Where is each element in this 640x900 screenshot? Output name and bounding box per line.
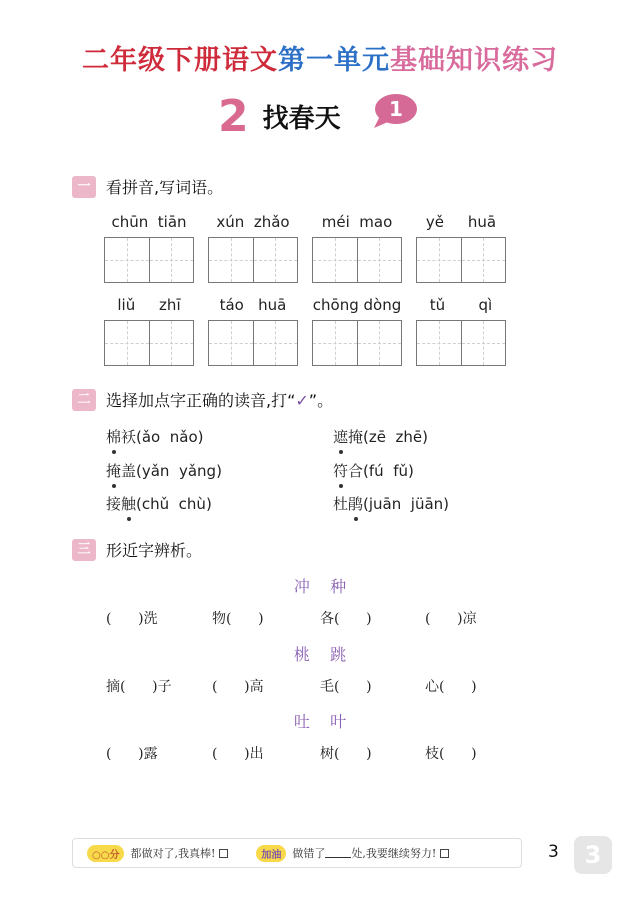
pinyin-text: liǔ zhī [117,296,181,314]
section-3-tag: 三 [72,539,96,561]
pinyin-text: táo huā [219,296,287,314]
all-correct-text: 都做对了,我真棒! [130,847,216,860]
writing-boxes[interactable] [104,237,194,283]
cheer-badge: 加油 [256,845,286,862]
page-number-box: 3 [574,836,612,874]
reading-option[interactable]: 接触(chǔ chù) [106,495,212,513]
section-1-tag: 一 [72,176,96,198]
writing-boxes[interactable] [208,320,298,366]
fill-blank[interactable]: ( )凉 [425,611,477,627]
checkmark-icon: ✓ [295,391,309,410]
section-2-instruction: 选择加点字正确的读音,打“✓”。 [106,391,334,410]
pinyin-text: tǔ qì [429,296,493,314]
reading-option[interactable]: 遮掩(zē zhē) [333,428,428,446]
mistakes-text-a: 做错了 [292,847,326,860]
reading-option[interactable]: 掩盖(yǎn yǎng) [106,462,222,480]
mistakes-text-b: 处,我要继续努力! [351,847,437,860]
fill-blank[interactable]: ( )出 [212,746,264,762]
mistakes-checkbox[interactable] [440,849,449,858]
reading-option[interactable]: 杜鹃(juān jüān) [333,495,450,513]
pinyin-text: yě huā [425,213,497,231]
char-pair-1: 冲 种 [293,577,347,596]
pinyin-text: chōng dòng [312,296,402,314]
writing-boxes[interactable] [208,237,298,283]
reading-option[interactable]: 棉袄(ǎo nǎo) [106,428,204,446]
fill-blank[interactable]: ( )洗 [106,611,158,627]
pinyin-word-1 [104,213,194,283]
fill-blank[interactable]: 心( ) [425,679,477,695]
writing-boxes[interactable] [312,320,402,366]
pinyin-word-7 [312,296,402,366]
fill-blank[interactable]: 物( ) [212,611,264,627]
title-grade: 二年级下册语文 [82,45,278,76]
char-pair-3: 吐 叶 [293,712,347,731]
writing-boxes[interactable] [104,320,194,366]
pinyin-text: chūn tiān [111,213,187,231]
pinyin-text: xún zhǎo [216,213,290,231]
fill-blank[interactable]: ( )露 [106,746,158,762]
lesson-number: 2 [218,90,249,142]
lesson-name: 找春天 [262,103,341,134]
all-correct-checkbox[interactable] [219,849,228,858]
section-1-header [72,175,223,198]
fill-blank[interactable]: 枝( ) [425,746,477,762]
fill-blank[interactable]: 各( ) [320,611,372,627]
pinyin-word-4 [416,213,506,283]
section-2-tag: 二 [72,389,96,411]
score-badge: ○○分 [87,845,124,862]
worksheet-title [0,38,640,77]
title-unit: 第一单元 [278,45,390,76]
title-topic: 基础知识练习 [390,45,558,76]
reading-option[interactable]: 符合(fú fǔ) [333,462,414,480]
fill-blank[interactable]: 树( ) [320,746,372,762]
writing-boxes[interactable] [416,320,506,366]
page-number: 3 [548,842,559,862]
pinyin-word-5 [104,296,194,366]
bubble-number: 1 [389,97,403,121]
fill-blank[interactable]: 毛( ) [320,679,372,695]
mistakes-count-blank[interactable] [325,848,351,858]
lesson-heading [218,92,341,140]
pinyin-word-8 [416,296,506,366]
pinyin-word-3 [312,213,402,283]
self-check-footer [72,838,522,868]
writing-boxes[interactable] [312,237,402,283]
fill-blank[interactable]: ( )高 [212,679,264,695]
char-pair-2: 桃 跳 [293,645,347,664]
pinyin-text: méi mao [321,213,393,231]
section-3-header [72,538,202,561]
section-2-header [72,388,333,411]
speech-bubble-icon [370,92,420,132]
fill-blank[interactable]: 摘( )子 [106,679,172,695]
section-3-instruction: 形近字辨析。 [106,541,203,560]
pinyin-word-2 [208,213,298,283]
writing-boxes[interactable] [416,237,506,283]
pinyin-word-6 [208,296,298,366]
section-1-instruction: 看拼音,写词语。 [106,178,224,197]
